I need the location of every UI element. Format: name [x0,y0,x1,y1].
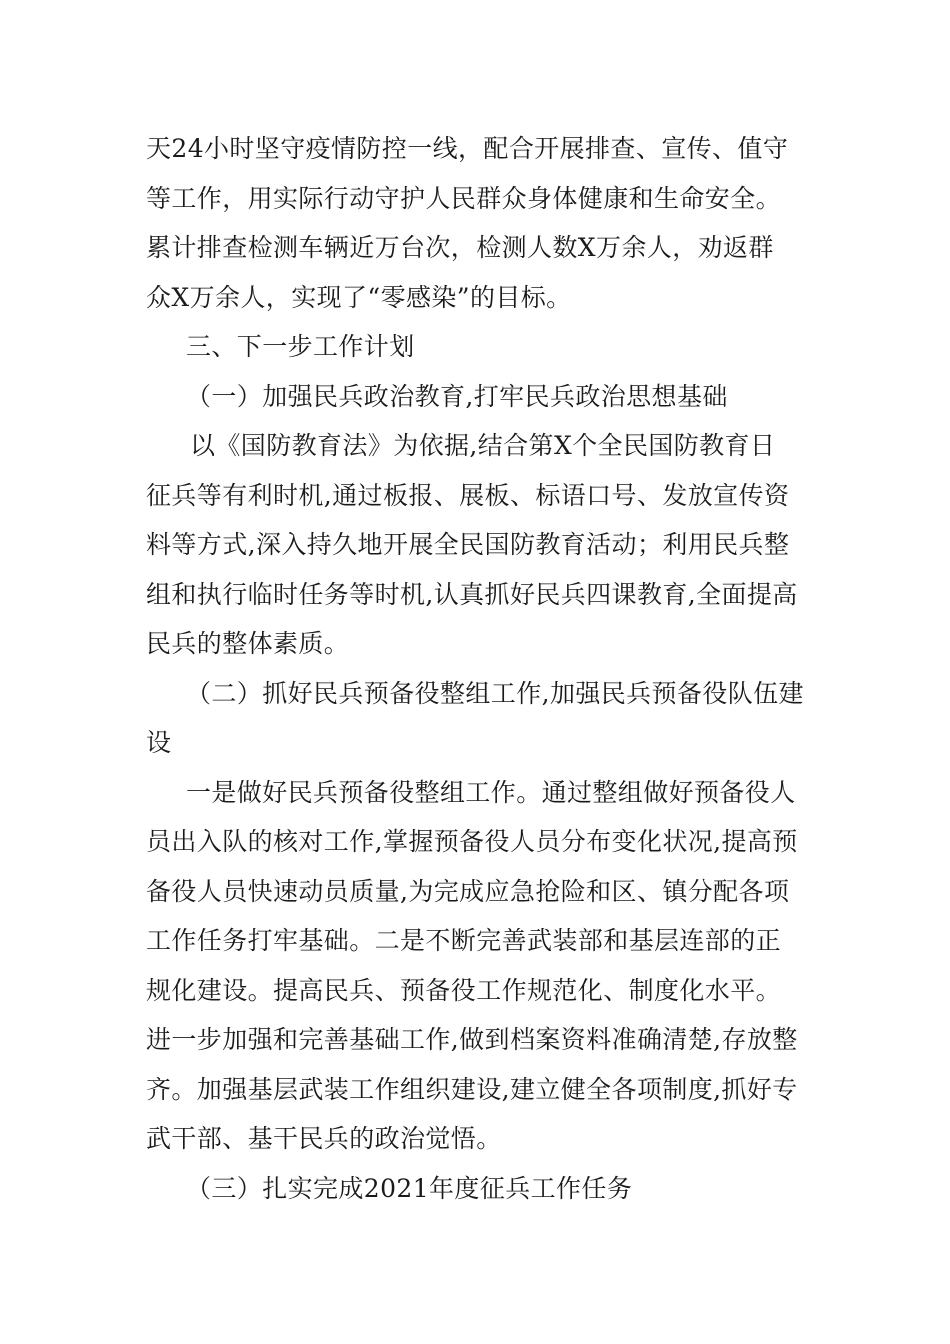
subsection-heading: （三）扎实完成2021年度征兵工作任务 [186,1173,633,1203]
body-line: 齐。加强基层武装工作组织建设,建立健全各项制度,抓好专 [146,1074,798,1104]
body-line: 规化建设。提高民兵、预备役工作规范化、制度化水平。 [146,975,782,1005]
body-line: 众X万余人，实现了“零感染”的目标。 [146,282,572,312]
body-line: 天24小时坚守疫情防控一线，配合开展排查、宣传、值守 [146,134,789,163]
body-line: 员出入队的核对工作,掌握预备役人员分布变化状况,提高预 [146,827,798,856]
subsection-heading: （二）抓好民兵预备役整组工作,加强民兵预备役队伍建 [186,678,804,708]
body-line: 累计排查检测车辆近万台次，检测人数X万余人，劝返群 [146,233,774,262]
body-line: 一是做好民兵预备役整组工作。通过整组做好预备役人 [186,777,796,807]
subsection-heading-continued: 设 [146,728,172,757]
body-line: 等工作，用实际行动守护人民群众身体健康和生命安全。 [146,183,782,213]
document-body [146,124,811,1213]
body-line: 工作任务打牢基础。二是不断完善武装部和基层连部的正 [146,926,782,955]
body-line: 组和执行临时任务等时机,认真抓好民兵四课教育,全面提高 [146,579,798,609]
body-line: 武干部、基干民兵的政治觉悟。 [146,1124,502,1153]
body-line: 备役人员快速动员质量,为完成应急抢险和区、镇分配各项 [146,876,790,906]
body-line: 以《国防教育法》为依据,结合第X个全民国防教育日 [190,431,776,460]
body-line: 征兵等有利时机,通过板报、展板、标语口号、发放宣传资 [146,480,790,510]
section-heading: 三、下一步工作计划 [186,332,415,361]
body-line: 民兵的整体素质。 [146,629,350,658]
subsection-heading: （一）加强民兵政治教育,打牢民兵政治思想基础 [186,381,728,411]
body-line: 料等方式,深入持久地开展全民国防教育活动；利用民兵整 [146,530,790,559]
body-line: 进一步加强和完善基础工作,做到档案资料准确清楚,存放整 [146,1025,798,1054]
